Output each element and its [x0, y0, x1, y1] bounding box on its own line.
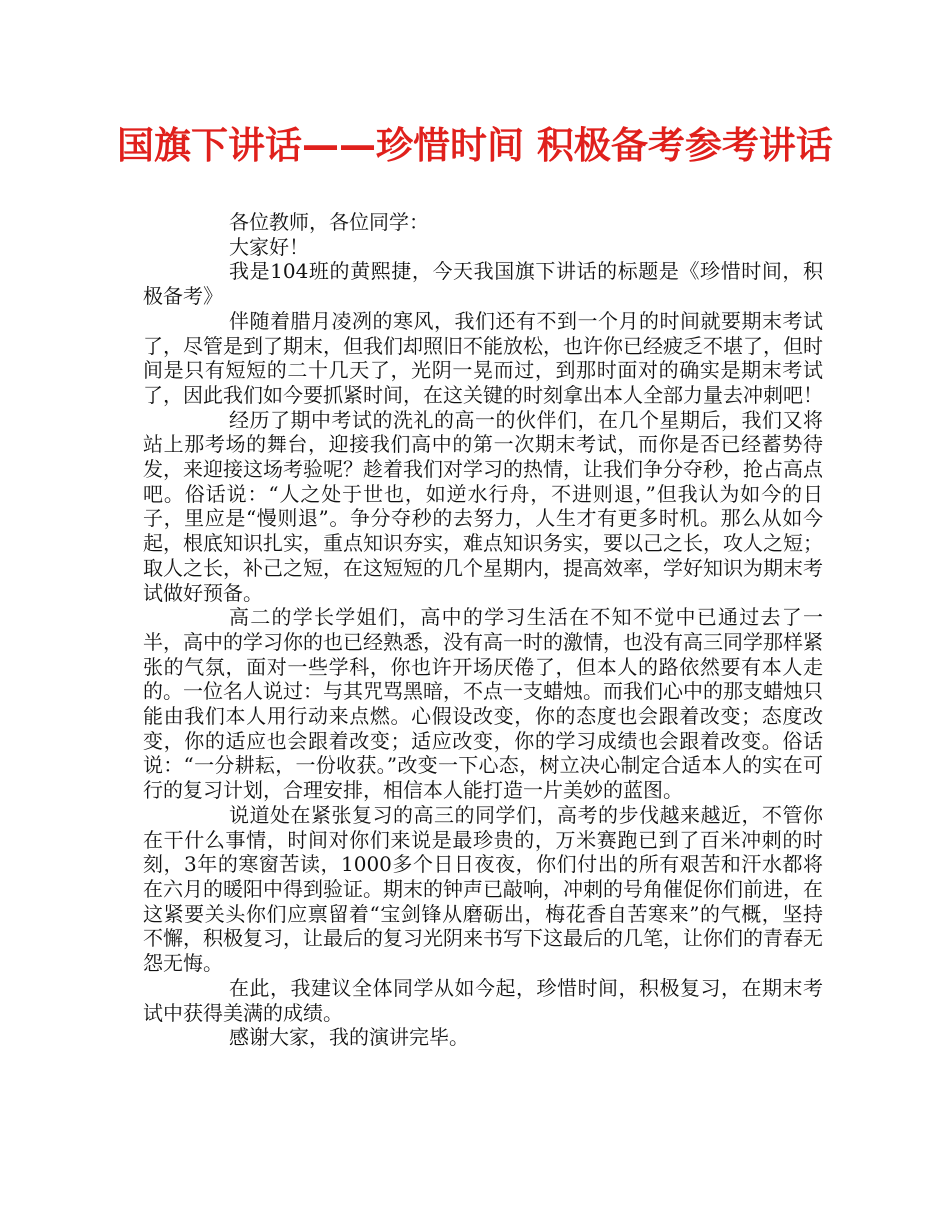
salutation: 各位教师，各位同学： [229, 210, 429, 234]
greeting: 大家好！ [229, 234, 309, 259]
body-paragraph: 高二的学长学姐们，高中的学习生活在不知不觉中已通过去了一半，高中的学习你的也已经熟悉，没有高一时的激情，也没有高三同学那样紧张的气氛，面对一些学科，你也许开场厌倦了，但本人的路依然要有本人走的。一位名人说过：与其咒骂黑暗，不点一支蜡烛。而我们心中的那支蜡烛只能由我们本人用行动来点燃。心假设改变，你的态度也会跟着改变；态度改变，你的适应也会跟着改变；适应改变，你的学习成绩也会跟着改变。俗话说：“一分耕耘，一份收获。”改变一下心态，树立决心制定合适本人的实在可行的复习计划，合理安排，相信本人能打造一片美妙的蓝图。 [143, 605, 823, 803]
closing-paragraph: 感谢大家，我的演讲完毕。 [229, 1025, 469, 1050]
speech-intro-paragraph: 我是104班的黄熙捷，今天我国旗下讲话的标题是《珍惜时间，积极备考》 [143, 259, 823, 309]
document-title: 国旗下讲话——珍惜时间 积极备考参考讲话 [117, 124, 833, 167]
body-paragraph: 说道处在紧张复习的高三的同学们，高考的步伐越来越近，不管你在干什么事情，时间对你们来说是最珍贵的，万米赛跑已到了百米冲刺的时刻，3年的寒窗苦读，1000多个日日夜夜，你们付出的所有艰苦和汗水都将在六月的暖阳中得到验证。期末的钟声已敲响，冲刺的号角催促你们前进，在这紧要关头你们应禀留着“宝剑锋从磨砺出，梅花香自苦寒来”的气概，坚持不懈，积极复习，让最后的复习光阴来书写下这最后的几笔，让你们的青春无怨无悔。 [143, 802, 823, 976]
body-paragraph: 伴随着腊月凌冽的寒风，我们还有不到一个月的时间就要期末考试了，尽管是到了期末，但我们却照旧不能放松，也许你已经疲乏不堪了，但时间是只有短短的二十几天了，光阴一晃而过，到那时面对的确实是期末考试了，因此我们如今要抓紧时间，在这关键的时刻拿出本人全部力量去冲刺吧！ [143, 308, 823, 407]
body-paragraph: 经历了期中考试的洗礼的高一的伙伴们，在几个星期后，我们又将站上那考场的舞台，迎接我们高中的第一次期末考试，而你是否已经蓄势待发，来迎接这场考验呢？趁着我们对学习的热情，让我们争分夺秒，抢占高点吧。俗话说：“人之处于世也，如逆水行舟，不进则退，”但我认为如今的日子，里应是“慢则退”。争分夺秒的去努力，人生才有更多时机。那么从如今起，根底知识扎实，重点知识夯实，难点知识务实，要以己之长，攻人之短；取人之长，补己之短，在这短短的几个星期内，提高效率，学好知识为期末考试做好预备。 [143, 407, 823, 605]
document-body [143, 210, 823, 1050]
body-paragraph: 在此，我建议全体同学从如今起，珍惜时间，积极复习，在期末考试中获得美满的成绩。 [143, 975, 823, 1025]
